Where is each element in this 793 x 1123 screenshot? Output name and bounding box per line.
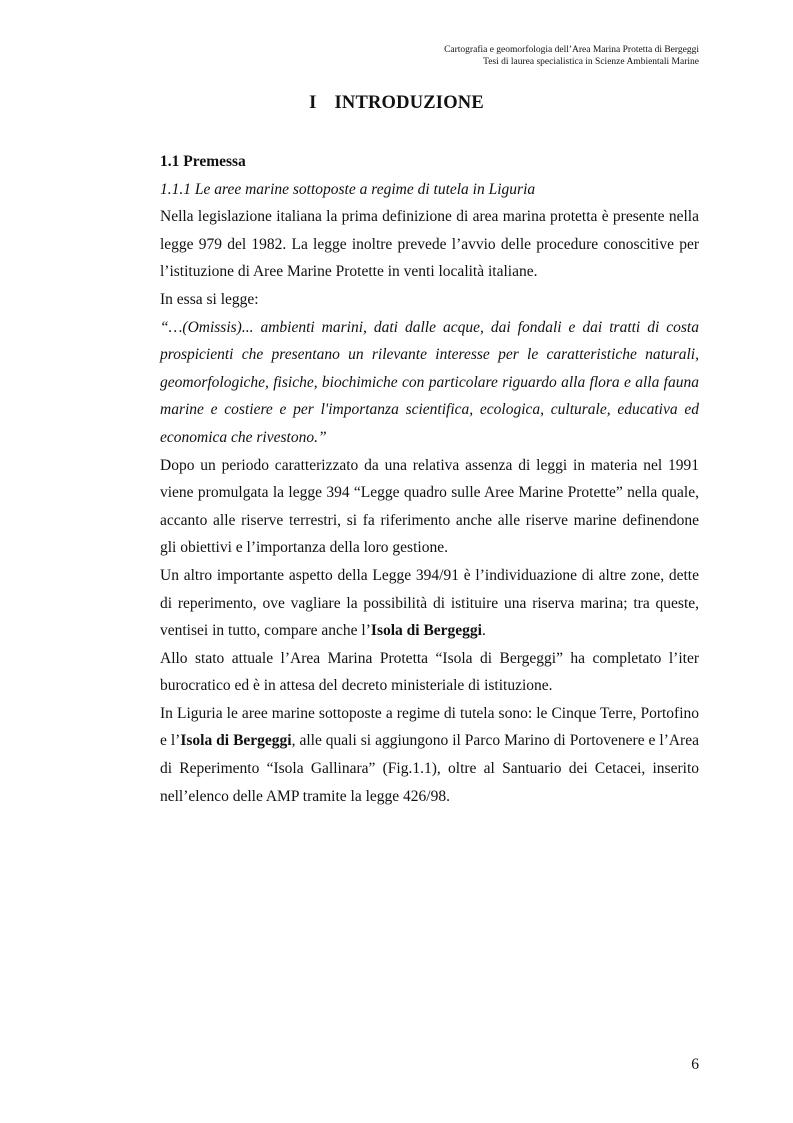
paragraph-5: Allo stato attuale l’Area Marina Protetta “Isola di Bergeggi” ha completato l’iter burocratico ed è in attesa del decreto ministeriale di istituzione. bbox=[160, 649, 699, 695]
paragraph-6-end: , alle quali si aggiungono il Parco Marino di Portovenere e l’Area di Reperimento “Isola Gallinara” (Fig.1.1), oltre al Santuario dei Cetacei, inserito nell’elenco delle AMP tramite la legge 426/98. bbox=[160, 732, 699, 805]
paragraph-3: Dopo un periodo caratterizzato da una relativa assenza di leggi in materia nel 1991 viene promulgata la legge 394 “Legge quadro sulle Aree Marine Protette” nella quale, accanto alle riserve terrestri, si fa riferimento anche alle riserve marine definendone gli obiettivi e l’importanza della loro gestione. bbox=[160, 456, 699, 557]
section-heading: 1.1 Premessa bbox=[160, 153, 246, 170]
chapter-title bbox=[0, 93, 793, 114]
chapter-number: I bbox=[309, 93, 317, 113]
paragraph-6-bold: Isola di Bergeggi bbox=[180, 732, 292, 750]
paragraph-4-text: Un altro importante aspetto della Legge 394/91 è l’individuazione di altre zone, dette di reperimento, ove vagliare la possibilità di istituire una riserva marina; tra queste, ventisei in tutto, compare anche l’ bbox=[160, 566, 699, 640]
paragraph-4-end: . bbox=[482, 622, 486, 640]
paragraph-1: Nella legislazione italiana la prima definizione di area marina protetta è presente nella legge 979 del 1982. La legge inoltre prevede l’avvio delle procedure conoscitive per l’istituzione di Aree Marine Protette in venti località italiane. bbox=[160, 208, 699, 281]
running-header bbox=[444, 44, 699, 68]
paragraph-2: In essa si legge: bbox=[160, 290, 259, 308]
paragraph-4 bbox=[160, 562, 699, 645]
paragraph-6 bbox=[160, 700, 699, 810]
paragraph-6-text: In Liguria le aree marine sottoposte a regime di tutela sono: le Cinque Terre, Portofino e l’ bbox=[160, 704, 699, 750]
quote-paragraph: “…(Omissis)... ambienti marini, dati dalle acque, dai fondali e dai tratti di costa prospicienti che presentano un rilevante interesse per le caratteristiche naturali, geomorfologiche, fisiche, biochimiche con particolare riguardo alla flora e alla fauna marine e costiere e per l'importanza scientifica, ecologica, culturale, educativa ed economica che rivestono.” bbox=[160, 318, 699, 446]
header-line-2: Tesi di laurea specialistica in Scienze Ambientali Marine bbox=[483, 57, 699, 67]
header-line-1: Cartografia e geomorfologia dell’Area Marina Protetta di Bergeggi bbox=[444, 45, 699, 55]
body-text bbox=[160, 148, 699, 810]
page-number: 6 bbox=[691, 1056, 699, 1073]
paragraph-4-bold: Isola di Bergeggi bbox=[370, 622, 482, 640]
subsection-heading: 1.1.1 Le aree marine sottoposte a regime di tutela in Liguria bbox=[160, 180, 536, 198]
chapter-name: INTRODUZIONE bbox=[334, 93, 484, 113]
